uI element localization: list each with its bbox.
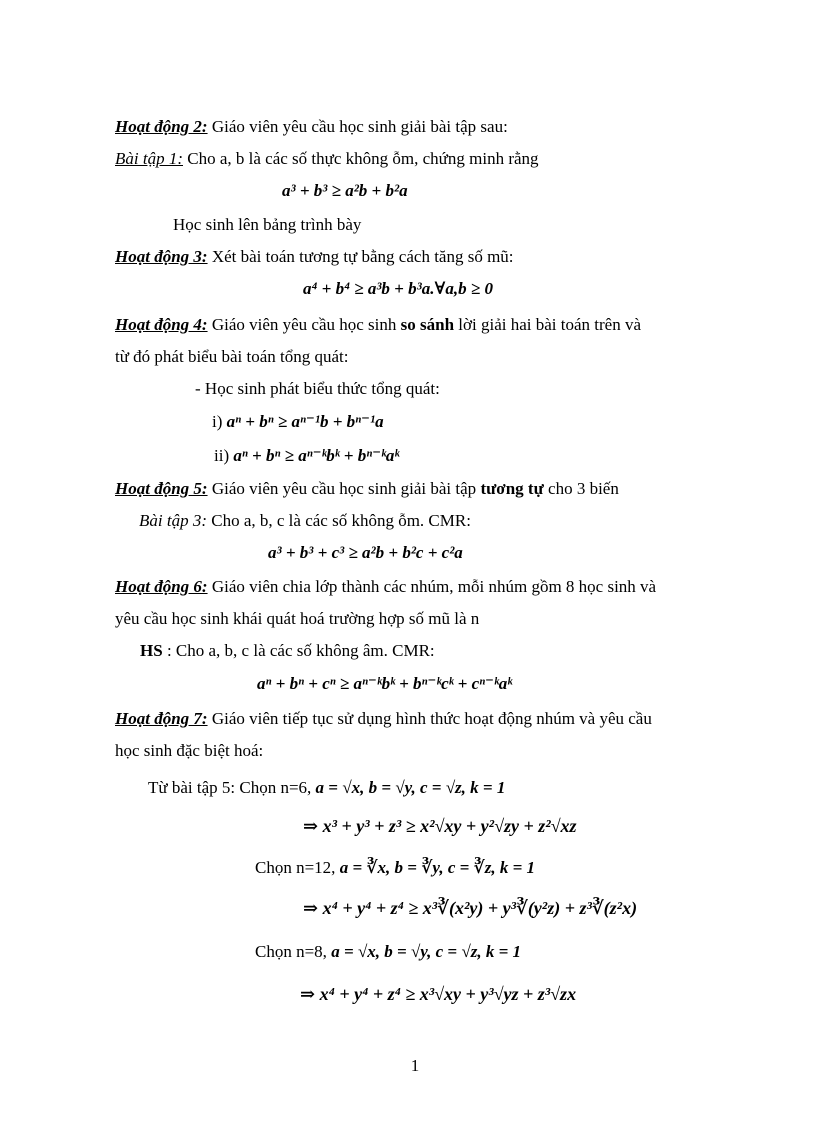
activity-2-line [115, 116, 508, 138]
paragraph-text: Giáo viên tiếp tục sử dụng hình thức hoạt động nhúm và yêu cầu [207, 709, 652, 728]
paragraph-text: Chọn n=12, [255, 858, 336, 877]
equation-10: ⇒ x⁴ + y⁴ + z⁴ ≥ x³∛(x²y) + y³∛(y²z) + z³∛(z²x) [303, 898, 638, 918]
equation-3-row [212, 410, 384, 434]
equation-4: aⁿ + bⁿ ≥ aⁿ⁻ᵏbᵏ + bⁿ⁻ᵏaᵏ [233, 446, 400, 465]
bold-text: so sánh [400, 315, 455, 334]
bold-text: tương tự [480, 479, 544, 498]
equation-4-row [214, 444, 399, 468]
paragraph-text: Giáo viên yêu cầu học sinh [207, 315, 401, 334]
activity-heading: Hoạt động 2: [115, 117, 208, 136]
activity-4-line [115, 314, 641, 336]
activity-heading: Hoạt động 7: [115, 709, 208, 728]
equation-3: aⁿ + bⁿ ≥ aⁿ⁻¹b + bⁿ⁻¹a [226, 412, 384, 431]
activity-5-line [115, 478, 619, 500]
equation-12: ⇒ x⁴ + y⁴ + z⁴ ≥ x³√xy + y³√yz + z³√zx [300, 984, 577, 1004]
equation-7: a = √x, b = √y, c = √z, k = 1 [315, 778, 506, 797]
page-number: 1 [410, 1056, 420, 1075]
exercise-heading: Bài tập 3: [139, 511, 207, 530]
activity-6-line [115, 576, 656, 598]
exercise-heading: Bài tập 1: [115, 149, 183, 168]
equation-8: ⇒ x³ + y³ + z³ ≥ x²√xy + y²√zy + z²√xz [303, 816, 577, 836]
equation-9: a = ∛x, b = ∛y, c = ∛z, k = 1 [339, 858, 536, 877]
activity-heading: Hoạt động 3: [115, 247, 208, 266]
activity-heading: Hoạt động 5: [115, 479, 208, 498]
activity-heading: Hoạt động 6: [115, 577, 208, 596]
hs-line [140, 640, 435, 662]
paragraph-text: Cho a, b, c là các số không ỗm. CMR: [207, 511, 471, 530]
exercise-3-line [139, 510, 471, 532]
paragraph-text: Chọn n=8, [255, 942, 327, 961]
paragraph-text: yêu cầu học sinh khái quát hoá trường hợp số mũ là n [115, 609, 480, 628]
paragraph-text: Học sinh lên bảng trình bày [173, 215, 362, 234]
paragraph-text: Xét bài toán tương tự bằng cách tăng số mũ: [207, 247, 514, 266]
activity-heading: Hoạt động 4: [115, 315, 208, 334]
item-label: i) [212, 412, 223, 431]
equation-2: a⁴ + b⁴ ≥ a³b + b³a.∀a,b ≥ 0 [303, 279, 493, 298]
paragraph-text: từ đó phát biểu bài toán tổng quát: [115, 347, 349, 366]
equation-1: a³ + b³ ≥ a²b + b²a [282, 181, 408, 200]
paragraph-text: lời giải hai bài toán trên và [454, 315, 642, 334]
paragraph-text: - Học sinh phát biểu thức tổng quát: [195, 379, 440, 398]
activity-3-line [115, 246, 514, 268]
item-label: ii) [214, 446, 230, 465]
activity-7-line [115, 708, 652, 730]
paragraph-text: Giáo viên yêu cầu học sinh giải bài tập [207, 479, 481, 498]
exercise-1-line [115, 148, 539, 170]
equation-11: a = √x, b = √y, c = √z, k = 1 [331, 942, 522, 961]
paragraph-text: : Cho a, b, c là các số không âm. CMR: [162, 641, 435, 660]
paragraph-text: cho 3 biến [543, 479, 619, 498]
equation-6: aⁿ + bⁿ + cⁿ ≥ aⁿ⁻ᵏbᵏ + bⁿ⁻ᵏcᵏ + cⁿ⁻ᵏaᵏ [257, 674, 512, 693]
hs-label: HS [140, 641, 163, 660]
choice-n6-line [148, 776, 505, 800]
choice-n8-line [255, 940, 521, 964]
paragraph-text: Giáo viên chia lớp thành các nhúm, mỗi nhúm gồm 8 học sinh và [207, 577, 657, 596]
paragraph-text: Cho a, b là các số thực không ỗm, chứng minh rằng [183, 149, 539, 168]
choice-n12-line [255, 856, 535, 880]
paragraph-text: học sinh đặc biệt hoá: [115, 741, 264, 760]
paragraph-text: Từ bài tập 5: Chọn n=6, [148, 778, 312, 797]
paragraph-text: Giáo viên yêu cầu học sinh giải bài tập sau: [207, 117, 508, 136]
equation-5: a³ + b³ + c³ ≥ a²b + b²c + c²a [268, 543, 463, 562]
